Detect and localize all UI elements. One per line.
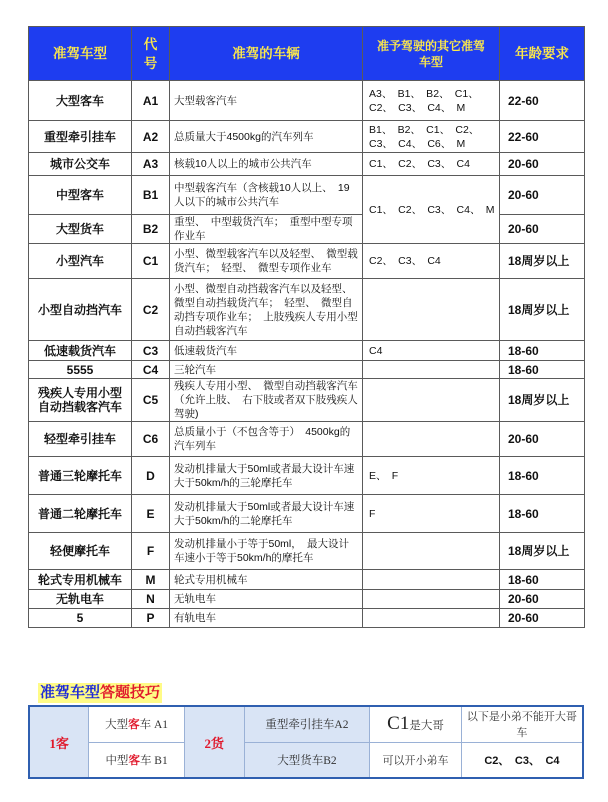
vehicles-cell: 低速载货汽车 <box>170 341 363 361</box>
table-row <box>29 244 585 279</box>
age-cell: 20-60 <box>500 422 585 457</box>
vehicles-cell: 中型载客汽车（含核载10人以上、 19人以下的城市公共汽车 <box>170 176 363 215</box>
table-row <box>29 533 585 570</box>
tips-title: 准驾车型答题技巧 <box>40 684 161 701</box>
age-cell: 20-60 <box>500 590 585 609</box>
table-row <box>29 590 585 609</box>
age-cell: 20-60 <box>500 176 585 215</box>
vehicles-cell: 三轮汽车 <box>170 361 363 379</box>
tips-table <box>28 705 584 779</box>
tips-medium-bus: 中型客车 B1 <box>89 742 185 778</box>
license-type-cell: 小型汽车 <box>29 244 132 279</box>
other-types-cell <box>363 279 500 341</box>
other-types-cell: B1、 B2、 C1、 C2、 C3、 C4、 C6、 M <box>363 121 500 153</box>
table-row <box>29 121 585 153</box>
license-type-cell: 轮式专用机械车 <box>29 570 132 590</box>
age-cell: 20-60 <box>500 215 585 244</box>
code-cell: N <box>132 590 170 609</box>
table-row <box>29 457 585 495</box>
table-row <box>29 81 585 121</box>
age-cell: 22-60 <box>500 121 585 153</box>
table-header-row <box>29 27 585 81</box>
code-cell: C4 <box>132 361 170 379</box>
vehicles-cell: 发动机排量大于50ml或者最大设计车速大于50km/h的二轮摩托车 <box>170 495 363 533</box>
license-type-cell: 大型货车 <box>29 215 132 244</box>
age-cell: 18-60 <box>500 361 585 379</box>
code-cell: C6 <box>132 422 170 457</box>
age-cell: 18周岁以上 <box>500 379 585 422</box>
vehicles-cell: 发动机排量小于等于50ml， 最大设计车速小于等于50km/h的摩托车 <box>170 533 363 570</box>
vehicles-cell: 小型、微型载客汽车以及轻型、 微型载货汽车； 轻型、 微型专项作业车 <box>170 244 363 279</box>
other-types-cell: F <box>363 495 500 533</box>
license-type-cell: 中型客车 <box>29 176 132 215</box>
other-types-cell <box>363 590 500 609</box>
code-cell: A2 <box>132 121 170 153</box>
code-cell: A3 <box>132 153 170 176</box>
vehicles-cell: 残疾人专用小型、 微型自动挡载客汽车（允许上肢、 右下肢或者双下肢残疾人驾驶) <box>170 379 363 422</box>
other-types-cell <box>363 379 500 422</box>
other-types-cell: C4 <box>363 341 500 361</box>
license-type-cell: 大型客车 <box>29 81 132 121</box>
code-cell: D <box>132 457 170 495</box>
license-type-cell: 城市公交车 <box>29 153 132 176</box>
code-cell: C1 <box>132 244 170 279</box>
tips-large-bus: 大型客车 A1 <box>89 706 185 742</box>
table-row <box>29 495 585 533</box>
code-cell: C3 <box>132 341 170 361</box>
code-cell: F <box>132 533 170 570</box>
header-license-type: 准驾车型 <box>29 27 132 81</box>
code-cell: B2 <box>132 215 170 244</box>
table-row <box>29 422 585 457</box>
other-types-cell <box>363 609 500 628</box>
other-types-cell: C1、 C2、 C3、 C4 <box>363 153 500 176</box>
table-row <box>29 153 585 176</box>
vehicles-cell: 总质量小于（不包含等于） 4500kg的汽车列车 <box>170 422 363 457</box>
age-cell: 20-60 <box>500 153 585 176</box>
other-types-cell: A3、 B1、 B2、 C1、 C2、 C3、 C4、 M <box>363 81 500 121</box>
vehicles-cell: 有轨电车 <box>170 609 363 628</box>
table-row <box>29 215 585 244</box>
license-type-cell: 5 <box>29 609 132 628</box>
header-vehicles: 准驾的车辆 <box>170 27 363 81</box>
other-types-cell <box>363 533 500 570</box>
license-type-cell: 无轨电车 <box>29 590 132 609</box>
license-type-cell: 残疾人专用小型自动挡载客汽车 <box>29 379 132 422</box>
code-cell: E <box>132 495 170 533</box>
license-type-cell: 轻型牵引挂车 <box>29 422 132 457</box>
age-cell: 18周岁以上 <box>500 533 585 570</box>
license-type-cell: 普通二轮摩托车 <box>29 495 132 533</box>
other-types-cell: C2、 C3、 C4 <box>363 244 500 279</box>
table-row <box>29 570 585 590</box>
license-type-cell: 轻便摩托车 <box>29 533 132 570</box>
header-other-types: 准予驾驶的其它准驾车型 <box>363 27 500 81</box>
header-age: 年龄要求 <box>500 27 585 81</box>
code-cell: M <box>132 570 170 590</box>
vehicles-cell: 无轨电车 <box>170 590 363 609</box>
age-cell: 18-60 <box>500 495 585 533</box>
license-type-cell: 小型自动挡汽车 <box>29 279 132 341</box>
vehicles-cell: 大型载客汽车 <box>170 81 363 121</box>
tips-c1-big: C1是大哥 <box>370 706 462 742</box>
age-cell: 22-60 <box>500 81 585 121</box>
license-type-cell: 重型牵引挂车 <box>29 121 132 153</box>
age-cell: 18周岁以上 <box>500 244 585 279</box>
other-types-cell: C1、 C2、 C3、 C4、 M <box>363 176 500 244</box>
other-types-cell: E、 F <box>363 457 500 495</box>
tips-large-truck: 大型货车B2 <box>244 742 369 778</box>
code-cell: C5 <box>132 379 170 422</box>
code-cell: B1 <box>132 176 170 215</box>
code-cell: C2 <box>132 279 170 341</box>
table-row <box>29 279 585 341</box>
age-cell: 20-60 <box>500 609 585 628</box>
vehicles-cell: 小型、微型自动挡载客汽车以及轻型、 微型自动挡载货汽车； 轻型、 微型自动挡专项作业车； 上肢残疾人专用小型自动挡载客汽车 <box>170 279 363 341</box>
vehicles-cell: 重型、 中型载货汽车； 重型中型专项作业车 <box>170 215 363 244</box>
table-row <box>29 341 585 361</box>
age-cell: 18-60 <box>500 341 585 361</box>
tips-tractor: 重型牵引挂车A2 <box>244 706 369 742</box>
vehicles-cell: 轮式专用机械车 <box>170 570 363 590</box>
age-cell: 18-60 <box>500 570 585 590</box>
other-types-cell <box>363 361 500 379</box>
age-cell: 18-60 <box>500 457 585 495</box>
license-type-cell: 5555 <box>29 361 132 379</box>
tips-truck-label: 2货 <box>184 706 244 778</box>
other-types-cell <box>363 570 500 590</box>
age-cell: 18周岁以上 <box>500 279 585 341</box>
other-types-cell <box>363 422 500 457</box>
tips-small-list: C2、 C3、 C4 <box>461 742 583 778</box>
license-table <box>28 26 585 628</box>
table-row <box>29 379 585 422</box>
license-type-cell: 低速载货汽车 <box>29 341 132 361</box>
table-row <box>29 361 585 379</box>
vehicles-cell: 总质量大于4500kg的汽车列车 <box>170 121 363 153</box>
table-row <box>29 176 585 215</box>
license-type-cell: 普通三轮摩托车 <box>29 457 132 495</box>
tips-c1-note: 可以开小弟车 <box>370 742 462 778</box>
vehicles-cell: 核载10人以上的城市公共汽车 <box>170 153 363 176</box>
tips-small-note: 以下是小弟不能开大哥车 <box>461 706 583 742</box>
table-row <box>29 609 585 628</box>
header-code: 代号 <box>132 27 170 81</box>
code-cell: A1 <box>132 81 170 121</box>
code-cell: P <box>132 609 170 628</box>
vehicles-cell: 发动机排量大于50ml或者最大设计车速大于50km/h的三轮摩托车 <box>170 457 363 495</box>
tips-passenger-label: 1客 <box>29 706 89 778</box>
